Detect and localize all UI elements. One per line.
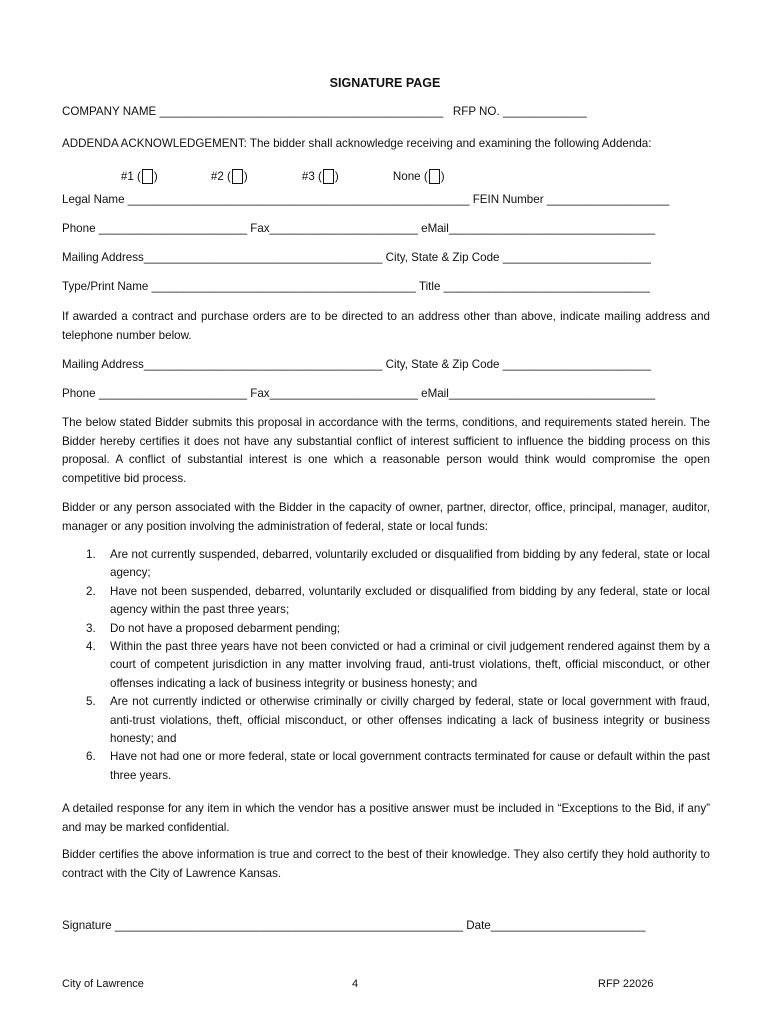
list-item-text: Do not have a proposed debarment pending;	[110, 621, 341, 635]
list-item	[62, 620, 710, 638]
list-item-number: 2.	[86, 584, 96, 598]
legal-name-line[interactable]: Legal Name _____________________________________________________ FEIN Number ___________________	[62, 193, 670, 206]
alternate-address-intro: If awarded a contract and purchase orders are to be directed to an address other than above, indicate mailing address and telephone number below.	[62, 310, 710, 342]
page-title: SIGNATURE PAGE	[329, 76, 441, 90]
list-item-number: 6.	[86, 750, 96, 764]
list-item-number: 1.	[86, 548, 96, 561]
bidder-statement: The below stated Bidder submits this proposal in accordance with the terms, conditions, and requirements stated herein. The Bidder hereby certifies it does not have any substantial conflict of interest sufficient to influence the bidding process on this proposal. A conflict of substantial interest is one which a reasonable person would think would compromise the open competitive bid process.	[62, 416, 710, 485]
list-item	[62, 583, 710, 620]
list-item-text: Are not currently suspended, debarred, voluntarily excluded or disqualified from bidding by any federal, state or local agency;	[110, 548, 710, 580]
phone-line[interactable]: Phone _______________________ Fax_______________________ eMail________________________________	[62, 222, 656, 235]
list-item-number: 4.	[86, 640, 96, 654]
footer-left: City of Lawrence	[62, 978, 144, 990]
list-item	[62, 748, 710, 785]
list-item-text: Have not had one or more federal, state or local government contracts terminated for cause or default within the past three years.	[110, 750, 710, 782]
addenda-3-label: #3 (	[301, 170, 322, 183]
list-item	[62, 546, 710, 583]
list-item-text: Have not been suspended, debarred, voluntarily excluded or disqualified from bidding by any federal, state or local agency within the past three years;	[110, 584, 710, 617]
addenda-1-label: #1 (	[120, 170, 141, 183]
addenda-2-label: #2 (	[210, 170, 231, 183]
exceptions-note: A detailed response for any item in which the vendor has a positive answer must be included in “Exceptions to the Bid, if any” and may be marked confidential.	[62, 802, 710, 834]
addenda-1-checkbox[interactable]	[142, 169, 153, 184]
company-name-line[interactable]: COMPANY NAME ____________________________________________ RFP NO. _____________	[62, 105, 587, 118]
list-item	[62, 638, 710, 693]
certification-list	[62, 546, 710, 785]
alt-mailing-address-line[interactable]: Mailing Address_____________________________________ City, State & Zip Code _______________________	[62, 358, 651, 371]
certification-statement: Bidder certifies the above information is true and correct to the best of their knowledge. They also certify they hold authority to contract with the City of Lawrence Kansas.	[62, 848, 710, 880]
addenda-3-close: )	[334, 170, 339, 183]
addenda-1-close: )	[153, 170, 158, 183]
list-item-number: 3.	[86, 621, 96, 635]
footer-page-number: 4	[352, 978, 359, 990]
addenda-3-checkbox[interactable]	[323, 169, 334, 184]
bidder-intro: Bidder or any person associated with the Bidder in the capacity of owner, partner, director, office, principal, manager, auditor, manager or any position involving the administration of federal, state or local funds:	[62, 501, 710, 533]
list-item	[62, 693, 710, 748]
footer-right: RFP 22026	[598, 978, 654, 990]
list-item-number: 5.	[86, 695, 96, 709]
addenda-none-label: None (	[392, 170, 428, 183]
alt-phone-line[interactable]: Phone _______________________ Fax_______________________ eMail________________________________	[62, 387, 656, 400]
addenda-2-close: )	[243, 170, 248, 183]
addenda-intro: ADDENDA ACKNOWLEDGEMENT: The bidder shall acknowledge receiving and examining the following Addenda:	[62, 137, 652, 150]
list-item-text: Are not currently indicted or otherwise criminally or civilly charged by federal, state or local government with fraud, anti-trust violations, theft, official misconduct, or other offenses indicating a lack of business integrity or business honesty; and	[110, 695, 710, 746]
type-print-name-line[interactable]: Type/Print Name _________________________________________ Title ________________________________	[62, 280, 650, 293]
addenda-none-close: )	[440, 170, 445, 183]
addenda-2-checkbox[interactable]	[232, 169, 243, 184]
mailing-address-line[interactable]: Mailing Address_____________________________________ City, State & Zip Code _______________________	[62, 251, 651, 264]
signature-line[interactable]: Signature ______________________________________________________ Date________________________	[62, 919, 646, 932]
addenda-none-checkbox[interactable]	[429, 169, 440, 184]
list-item-text: Within the past three years have not been convicted or had a criminal or civil judgement rendered against them by a court of competent jurisdiction in any matter involving fraud, anti-trust violations, theft, official misconduct, or other offenses indicating a lack of business integrity or business honesty; and	[110, 640, 710, 690]
